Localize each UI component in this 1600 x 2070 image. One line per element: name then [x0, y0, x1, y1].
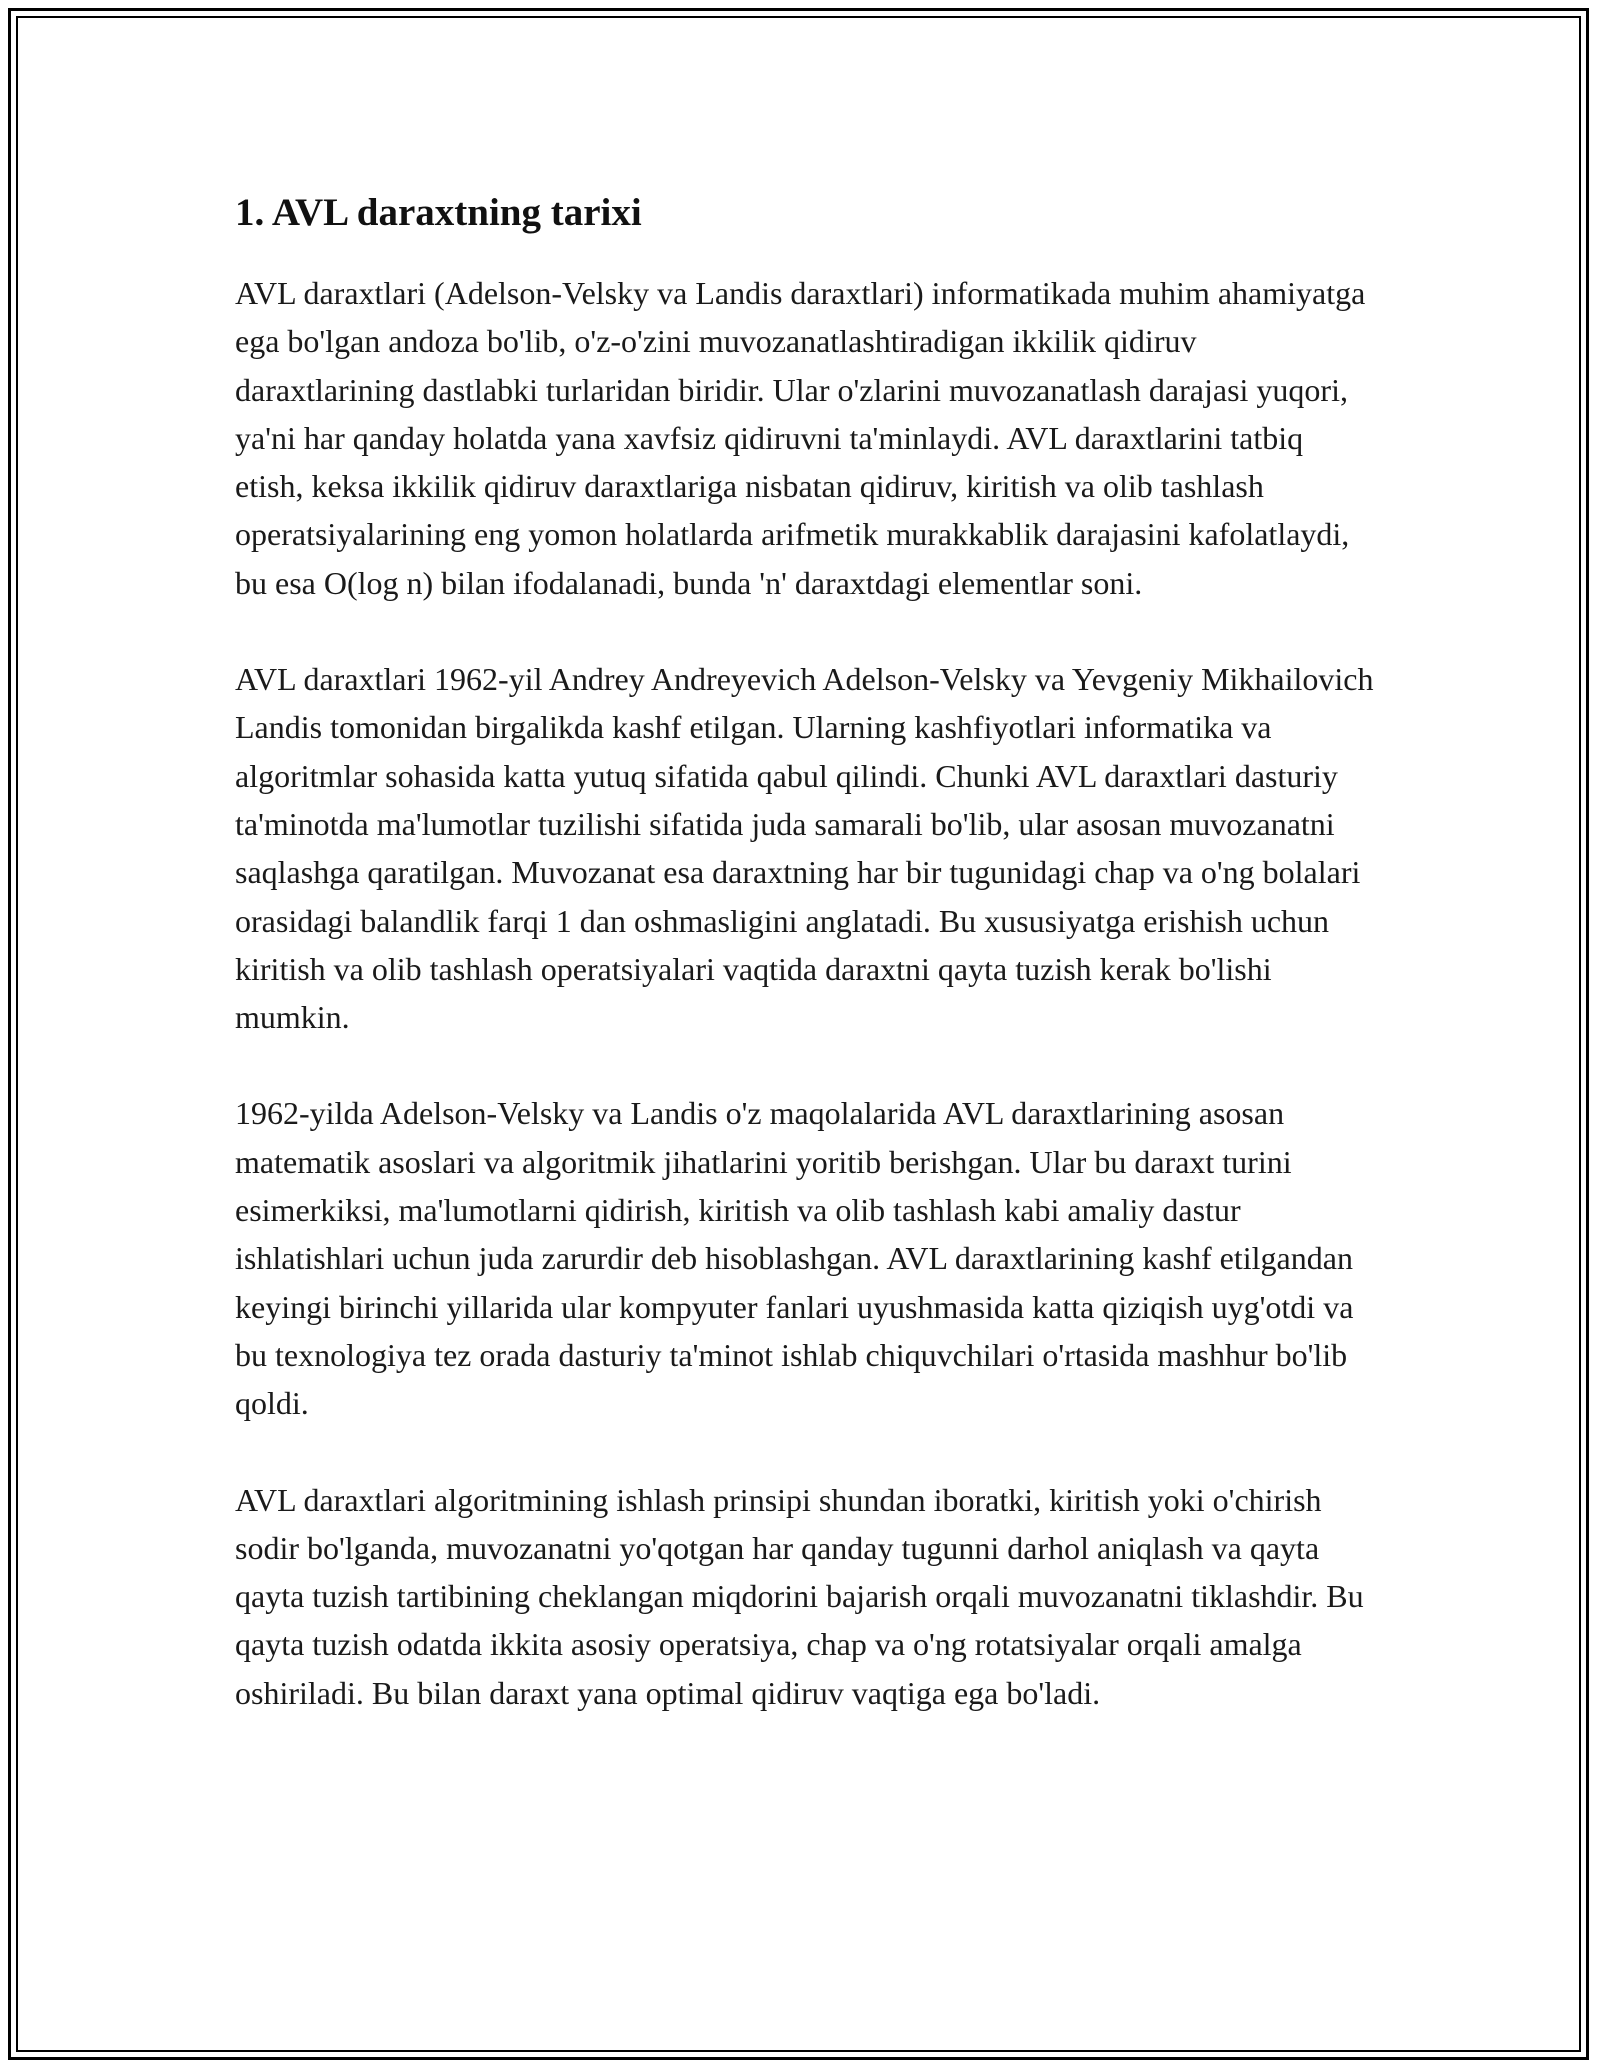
- paragraph-2: AVL daraxtlari 1962-yil Andrey Andreyevich Adelson-Velsky va Yevgeniy Mikhailovich Landis tomonidan birgalikda kashf etilgan. Ularning kashfiyotlari informatika va algoritmlar sohasida katta yutuq sifatida qabul qilindi. Chunki AVL daraxtlari dasturiy ta'minotda ma'lumotlar tuzilishi sifatida juda samarali bo'lib, ular asosan muvozanatni saqlashga qaratilgan. Muvozanat esa daraxtning har bir tugunidagi chap va o'ng bolalari orasidagi balandlik farqi 1 dan oshmasligini anglatadi. Bu xususiyatga erishish uchun kiritish va olib tashlash operatsiyalari vaqtida daraxtni qayta tuzish kerak bo'lishi mumkin.: [235, 661, 1374, 1036]
- paragraph-3: 1962-yilda Adelson-Velsky va Landis o'z maqolalarida AVL daraxtlarining asosan matematik asoslari va algoritmik jihatlarini yoritib berishgan. Ular bu daraxt turini esimerkiksi, ma'lumotlarni qidirish, kiritish va olib tashlash kabi amaliy dastur ishlatishlari uchun juda zarurdir deb hisoblashgan. AVL daraxtlarining kashf etilgandan keyingi birinchi yillarida ular kompyuter fanlari uyushmasida katta qiziqish uyg'otdi va bu texnologiya tez orada dasturiy ta'minot ishlab chiquvchilari o'rtasida mashhur bo'lib qoldi.: [235, 1095, 1354, 1422]
- section-title: 1. AVL daraxtning tarixi: [235, 191, 642, 234]
- paragraph-4: AVL daraxtlari algoritmining ishlash prinsipi shundan iboratki, kiritish yoki o'chirish sodir bo'lganda, muvozanatni yo'qotgan har qanday tugunni darhol aniqlash va qayta qayta tuzish tartibining cheklangan miqdorini bajarish orqali muvozanatni tiklashdir. Bu qayta tuzish odatda ikkita asosiy operatsiya, chap va o'ng rotatsiyalar orqali amalga oshiriladi. Bu bilan daraxt yana optimal qidiruv vaqtiga ega bo'ladi.: [235, 1481, 1364, 1711]
- document-body: [235, 185, 1375, 1765]
- paragraph-1: AVL daraxtlari (Adelson-Velsky va Landis daraxtlari) informatikada muhim ahamiyatga ega bo'lgan andoza bo'lib, o'z-o'zini muvozanatlashtiradigan ikkilik qidiruv daraxtlarining dastlabki turlaridan biridir. Ular o'zlarini muvozanatlash darajasi yuqori, ya'ni har qanday holatda yana xavfsiz qidiruvni ta'minlaydi. AVL daraxtlarini tatbiq etish, keksa ikkilik qidiruv daraxtlariga nisbatan qidiruv, kiritish va olib tashlash operatsiyalarining eng yomon holatlarda arifmetik murakkablik darajasini kafolatlaydi, bu esa O(log n) bilan ifodalanadi, bunda 'n' daraxtdagi elementlar soni.: [235, 275, 1366, 601]
